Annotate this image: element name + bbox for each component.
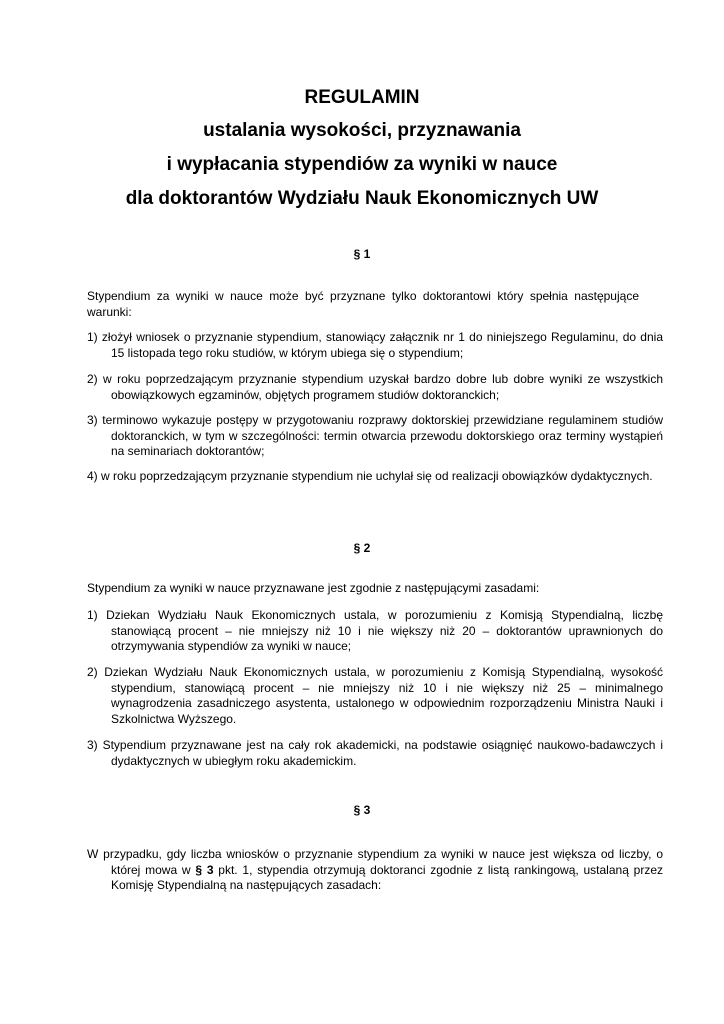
section-2-item-1: 1) Dziekan Wydziału Nauk Ekonomicznych ustala, w porozumieniu z Komisją Stypendialną, liczbę stanowiącą procent – nie mniejszy niż 10 i nie większy niż 20 – doktorantów uprawnionych do otrzymywania stypendiów za wyniki w nauce; bbox=[87, 608, 663, 653]
document-title: REGULAMIN bbox=[304, 87, 420, 108]
section-3-paragraph bbox=[87, 847, 663, 894]
section-2-intro: Stypendium za wyniki w nauce przyznawane jest zgodnie z następującymi zasadami: bbox=[87, 581, 540, 595]
section-3-text-after: pkt. 1, stypendia otrzymują doktoranci zgodnie z listą rankingową, ustalaną przez Komisję Stypendialną na następujących zasadach: bbox=[111, 862, 663, 892]
section-3-reference: § 3 bbox=[195, 862, 214, 877]
section-1-heading: § 1 bbox=[353, 247, 371, 261]
section-2-item-2: 2) Dziekan Wydziału Nauk Ekonomicznych ustala, w porozumieniu z Komisją Stypendialną, wysokość stypendium, stanowiącą procent – nie mniejszy niż 10 i nie większy niż 25 – minimalnego wynagrodzenia zasadniczego asystenta, ustalonego w odpowiednim rozporządzeniu Ministra Nauki i Szkolnictwa Wyższego. bbox=[87, 665, 663, 726]
section-3-heading: § 3 bbox=[353, 803, 371, 817]
section-1-item-3: 3) terminowo wykazuje postępy w przygotowaniu rozprawy doktorskiej przewidziane regulaminem studiów doktoranckich, w tym w szczególności: termin otwarcia przewodu doktorskiego oraz terminy wystąpień na seminariach doktorantów; bbox=[87, 413, 663, 458]
section-2-heading: § 2 bbox=[353, 541, 371, 555]
document-subtitle-line-3: dla doktorantów Wydziału Nauk Ekonomicznych UW bbox=[125, 188, 599, 209]
section-3-text-before: W przypadku, gdy liczba wniosków o przyznanie stypendium za wyniki w nauce jest większa od liczby, o której mowa w bbox=[87, 847, 663, 877]
section-1-intro: Stypendium za wyniki w nauce może być przyznane tylko doktorantowi który spełnia następujące warunki: bbox=[87, 289, 639, 319]
section-1-item-4: 4) w roku poprzedzającym przyznanie stypendium nie uchylał się od realizacji obowiązków dydaktycznych. bbox=[87, 469, 653, 483]
section-2-item-3: 3) Stypendium przyznawane jest na cały rok akademicki, na podstawie osiągnięć naukowo-badawczych i dydaktycznych w ubiegłym roku akademickim. bbox=[87, 738, 663, 768]
section-1-item-1: 1) złożył wniosek o przyznanie stypendium, stanowiący załącznik nr 1 do niniejszego Regulaminu, do dnia 15 listopada tego roku studiów, w którym ubiega się o stypendium; bbox=[87, 330, 663, 360]
document-subtitle-line-2: i wypłacania stypendiów za wyniki w nauce bbox=[166, 154, 558, 175]
document-subtitle-line-1: ustalania wysokości, przyznawania bbox=[203, 120, 521, 141]
section-1-item-2: 2) w roku poprzedzającym przyznanie stypendium uzyskał bardzo dobre lub dobre wyniki ze wszystkich obowiązkowych egzaminów, objętych programem studiów doktoranckich; bbox=[87, 372, 663, 402]
